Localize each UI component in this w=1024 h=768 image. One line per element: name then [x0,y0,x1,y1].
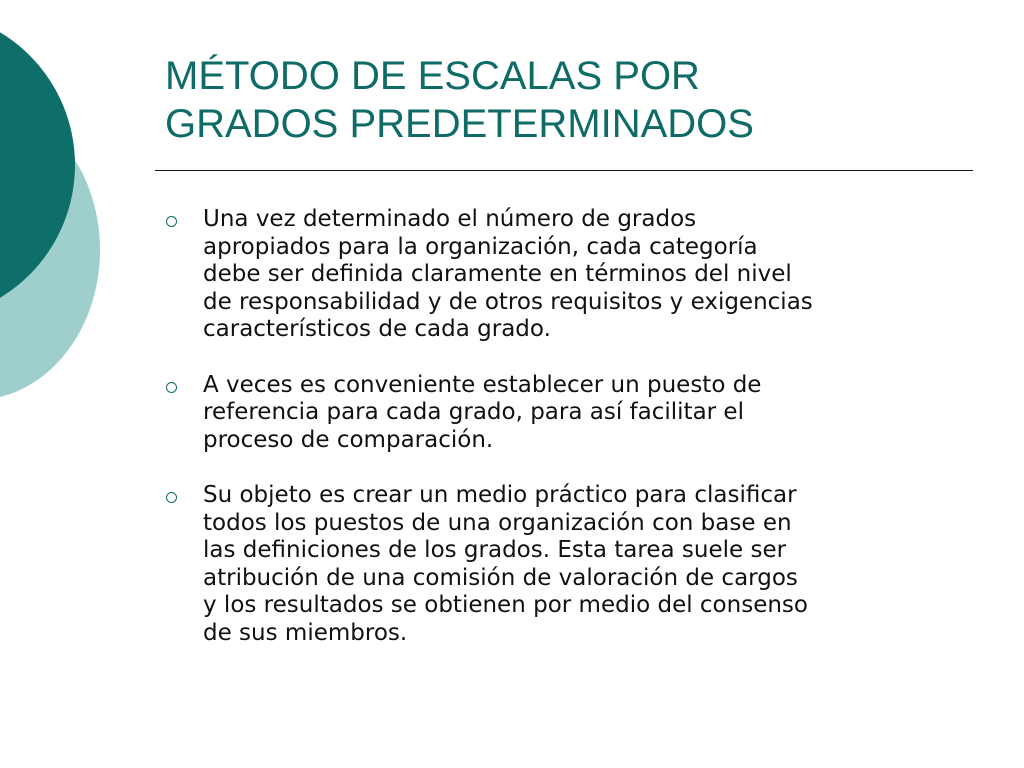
bullet-text-line: Una vez determinado el número de grados [203,206,697,232]
bullet-text-line: de responsabilidad y de otros requisitos y exigencias [203,288,813,315]
bullet-text-line: proceso de comparación. [203,426,494,453]
bullet-text-line: Su objeto es crear un medio práctico para clasificar [203,482,797,508]
slide-title-line: GRADOS PREDETERMINADOS [165,102,754,146]
slide-title-line: MÉTODO DE ESCALAS POR [165,54,700,98]
bullet-text-line: atribución de una comisión de valoración de cargos [203,564,798,591]
bullet-text-line: debe ser definida claramente en términos del nivel [203,261,792,287]
title-divider [155,170,973,171]
bullet-item [163,206,973,344]
bullet-list [163,206,973,675]
bullet-text-line: las definiciones de los grados. Esta tarea suele ser [203,537,787,563]
bullet-item [163,482,973,647]
circle-bullet-icon [166,216,177,227]
bullet-text-line: todos los puestos de una organización con base en [203,509,792,536]
bullet-text-line: referencia para cada grado, para así facilitar el [203,399,744,425]
circle-bullet-icon [166,492,177,503]
bullet-text-line: A veces es conveniente establecer un puesto de [203,371,762,398]
bullet-text-line: característicos de cada grado. [203,316,551,342]
bullet-text-line: de sus miembros. [203,619,408,646]
bullet-text-line: y los resultados se obtienen por medio del consenso [203,592,808,618]
bullet-item [163,372,973,455]
circle-bullet-icon [166,382,177,393]
bullet-text-line: apropiados para la organización, cada categoría [203,233,758,260]
slide-title [165,52,965,148]
